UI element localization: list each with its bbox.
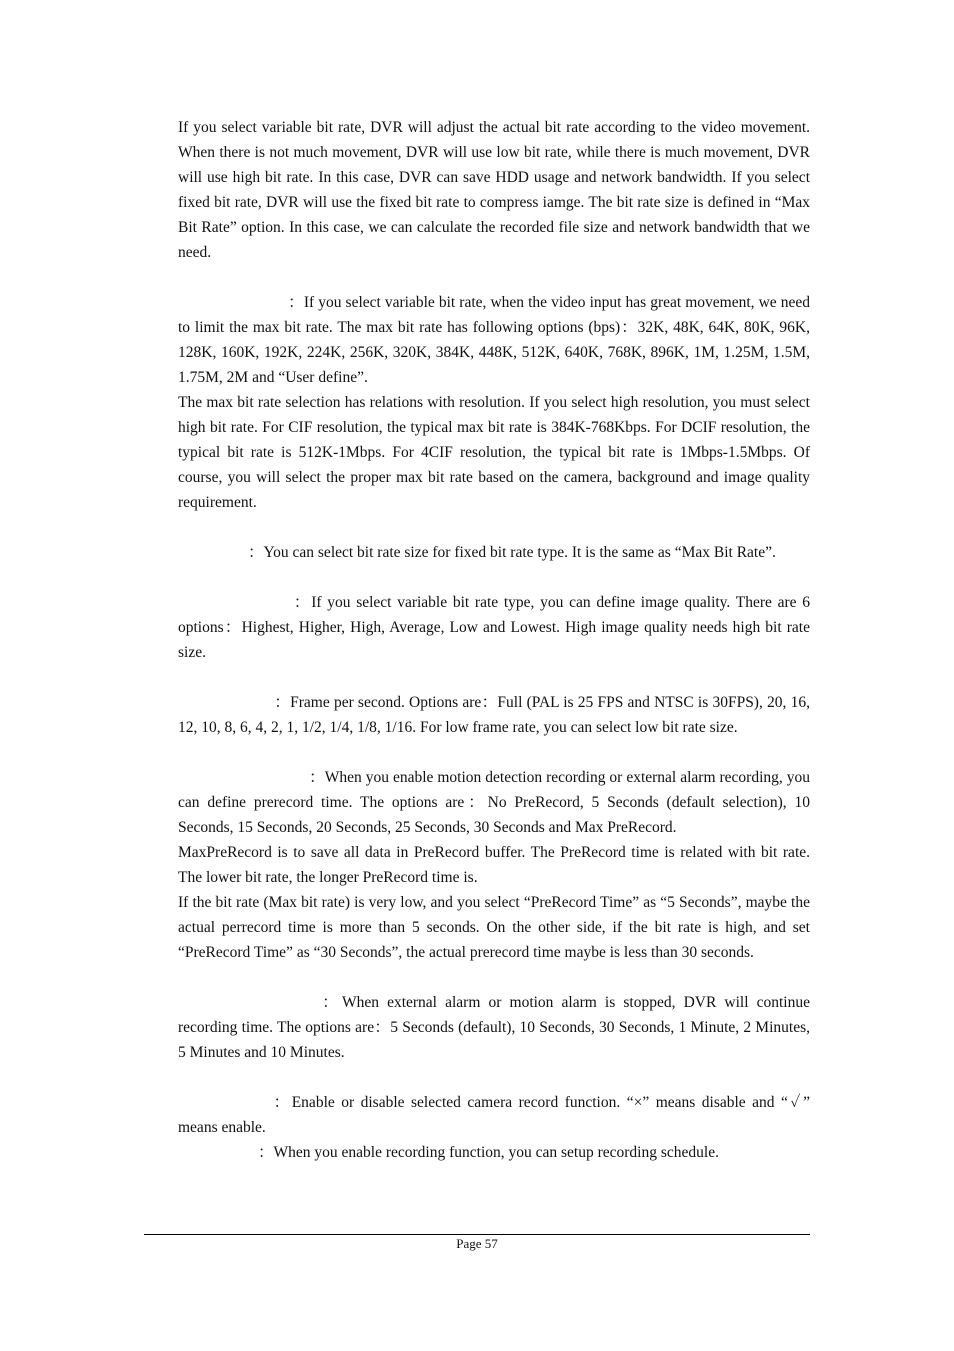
schedule-paragraph <box>178 1140 810 1165</box>
frame-rate-text: ：Frame per second. Options are：Full (PAL is 25 FPS and NTSC is 30FPS), 20, 16, 12, 10, 8, 6, 4, 2, 1, 1/2, 1/4, 1/8, 1/16. For low frame rate, you can select low bit rate size. <box>178 694 810 736</box>
prerecord-time-text: ：When you enable motion detection recording or external alarm recording, you can define prerecord time. The options are：No PreRecord, 5 Seconds (default selection), 10 Seconds, 15 Seconds, 20 Seconds, 25 Seconds, 30 Seconds and Max PreRecord. <box>178 769 810 836</box>
post-record-text: ：When external alarm or motion alarm is stopped, DVR will continue recording time. The options are：5 Seconds (default), 10 Seconds, 30 Seconds, 1 Minute, 2 Minutes, 5 Minutes and 10 Minutes. <box>178 994 810 1061</box>
record-enable-paragraph <box>178 1090 810 1140</box>
bit-rate-text: ：You can select bit rate size for fixed bit rate type. It is the same as “Max Bit Rate”. <box>248 544 776 561</box>
prerecord-time-paragraph <box>178 765 810 840</box>
image-quality-text: ：If you select variable bit rate type, you can define image quality. There are 6 options：Highest, Higher, High, Average, Low and Lowest. High image quality needs high bit rate size. <box>178 594 810 661</box>
bit-rate-paragraph <box>178 540 810 565</box>
schedule-text: ：When you enable recording function, you can setup recording schedule. <box>258 1144 719 1161</box>
page-number: Page 57 <box>456 1236 498 1251</box>
resolution-relation-paragraph: The max bit rate selection has relations with resolution. If you select high resolution, you must select high bit rate. For CIF resolution, the typical max bit rate is 384K-768Kbps. For DCIF resolution, the typical bit rate is 512K-1Mbps. For 4CIF resolution, the typical bit rate is 1Mbps-1.5Mbps. Of course, you will select the proper max bit rate based on the camera, background and image quality requirement. <box>178 394 810 511</box>
document-body <box>178 115 810 1165</box>
frame-rate-paragraph <box>178 690 810 740</box>
max-bit-rate-paragraph <box>178 290 810 390</box>
record-enable-text: ：Enable or disable selected camera record function. “×” means disable and “✓” means enable. <box>178 1094 810 1136</box>
max-bit-rate-text: ：If you select variable bit rate, when the video input has great movement, we need to limit the max bit rate. The max bit rate has following options (bps)：32K, 48K, 64K, 80K, 96K, 128K, 160K, 192K, 224K, 256K, 320K, 384K, 448K, 512K, 640K, 768K, 896K, 1M, 1.25M, 1.5M, 1.75M, 2M and “User define”. <box>178 294 810 386</box>
footer-divider <box>144 1234 810 1235</box>
prerecord-note-paragraph: If the bit rate (Max bit rate) is very low, and you select “PreRecord Time” as “5 Seconds”, maybe the actual perrecord time is more than 5 seconds. On the other side, if the bit rate is high, and set “PreRecord Time” as “30 Seconds”, the actual prerecord time maybe is less than 30 seconds. <box>178 894 810 961</box>
post-record-paragraph <box>178 990 810 1065</box>
image-quality-paragraph <box>178 590 810 665</box>
bit-rate-type-paragraph: If you select variable bit rate, DVR will adjust the actual bit rate according to the video movement. When there is not much movement, DVR will use low bit rate, while there is much movement, DVR will use high bit rate. In this case, DVR can save HDD usage and network bandwidth. If you select fixed bit rate, DVR will use the fixed bit rate to compress iamge. The bit rate size is defined in “Max Bit Rate” option. In this case, we can calculate the recorded file size and network bandwidth that we need. <box>178 119 810 261</box>
max-prerecord-paragraph: MaxPreRecord is to save all data in PreRecord buffer. The PreRecord time is related with bit rate. The lower bit rate, the longer PreRecord time is. <box>178 844 810 886</box>
